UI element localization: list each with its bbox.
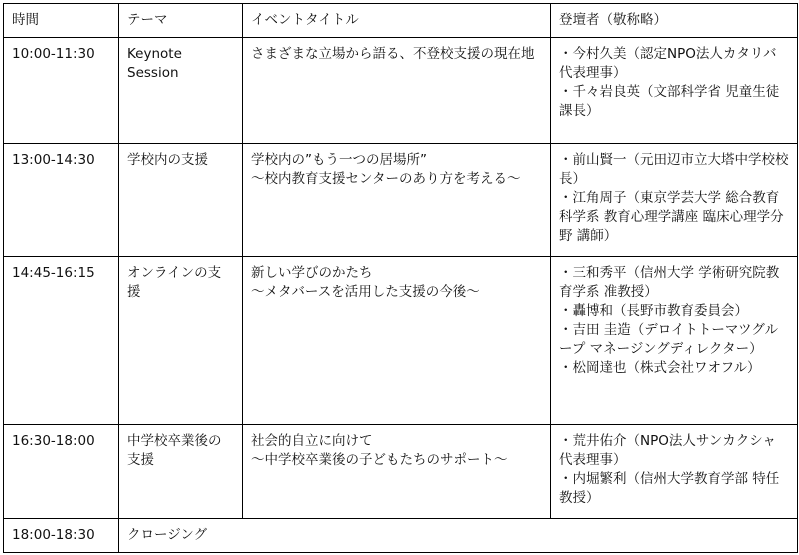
theme-line: オンラインの支援 [127,264,222,300]
speaker-entry: ・轟博和（長野市教育委員会） [559,302,748,319]
header-speakers: 登壇者（敬称略） [551,4,798,38]
session-time [4,143,119,256]
speaker-entry: ・今村久美（認定NPO法人カタリバ 代表理事） [559,46,777,82]
session-speakers [551,424,798,518]
time-text: 16:30-18:00 [12,432,95,449]
session-time [4,424,119,518]
closing-row [4,518,798,552]
time-text: 14:45-16:15 [12,264,95,281]
session-title [243,424,551,518]
session-theme [119,424,243,518]
title-line: 〜メタバースを活用した支援の今後〜 [251,283,480,300]
speaker-entry: ・荒井佑介（NPO法人サンカクシャ 代表理事） [559,432,776,468]
title-line: 社会的自立に向けて [251,432,373,449]
session-title [243,256,551,424]
speaker-entry: ・内堀繁利（信州大学教育学部 特任教授） [559,470,780,506]
speaker-entry: ・松岡達也（株式会社ワオフル） [559,359,761,376]
session-time [4,256,119,424]
theme-line: 学校内の支援 [127,151,208,168]
header-theme: テーマ [119,4,243,38]
schedule-table [3,3,798,553]
title-line: 〜校内教育支援センターのあり方を考える〜 [251,170,521,187]
closing-time: 18:00-18:30 [4,518,119,552]
closing-label: クロージング [119,518,798,552]
theme-line: Session [127,65,179,82]
table-row [4,256,798,424]
speaker-entry: ・三和秀平（信州大学 学術研究院教育学系 准教授） [559,264,780,300]
session-theme [119,143,243,256]
speaker-entry: ・江角周子（東京学芸大学 総合教育科学系 教育心理学講座 臨床心理学分野 講師） [559,189,784,244]
speaker-entry: ・前山賢一（元田辺市立大塔中学校校長） [559,151,789,187]
title-line: 〜中学校卒業後の子どもたちのサポート〜 [251,451,508,468]
title-line: さまざまな立場から語る、不登校支援の現在地 [251,46,535,63]
speaker-entry: ・千々岩良英（文部科学省 児童生徒課長） [559,84,780,120]
session-speakers [551,38,798,144]
session-speakers [551,256,798,424]
time-text: 10:00-11:30 [12,46,95,63]
header-title: イベントタイトル [243,4,551,38]
time-text: 13:00-14:30 [12,151,95,168]
header-row [4,4,798,38]
theme-line: Keynote [127,46,182,63]
session-title [243,38,551,144]
title-line: 学校内の”もう一つの居場所” [251,151,427,168]
table-row [4,424,798,518]
header-time: 時間 [4,4,119,38]
session-theme [119,256,243,424]
session-time [4,38,119,144]
theme-line: 中学校卒業後の支援 [127,432,222,468]
speaker-entry: ・吉田 圭造（デロイトトーマツグループ マネージングディレクター） [559,321,778,357]
table-row [4,38,798,144]
session-theme [119,38,243,144]
session-speakers [551,143,798,256]
session-title [243,143,551,256]
title-line: 新しい学びのかたち [251,264,373,281]
table-row [4,143,798,256]
